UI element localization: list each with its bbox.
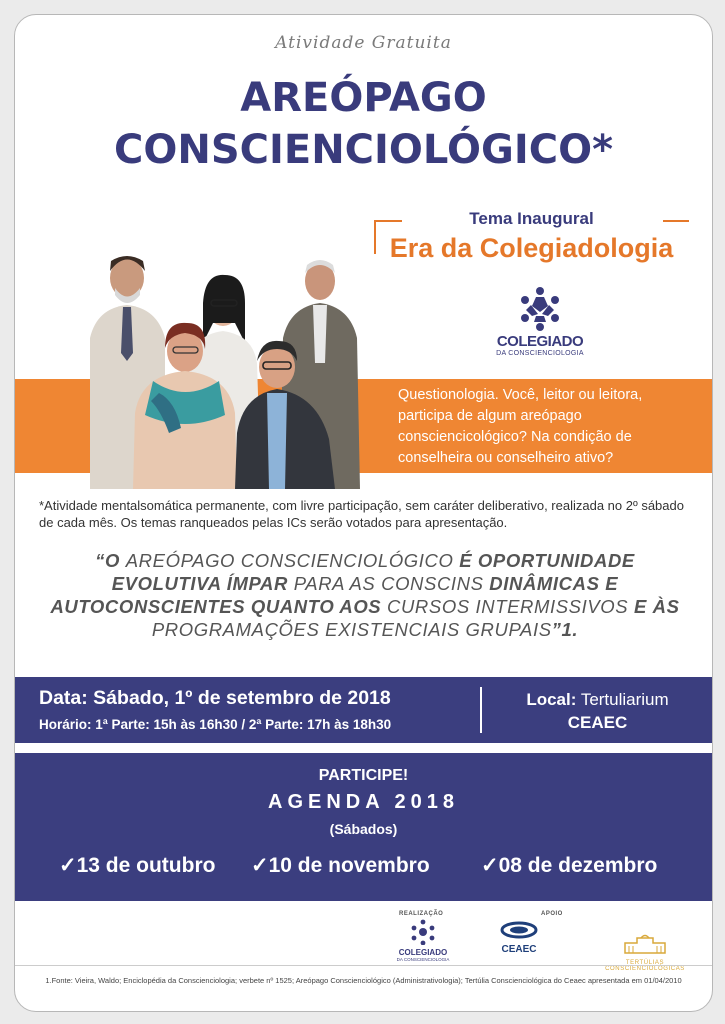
logo-subname: DA CONSCIENCIOLOGIA [496, 350, 584, 357]
questionologia-text: Questionologia. Você, leitor ou leitora, participa de algum areópago consciencicológico? Na condição de conselheira ou conselheiro ativo? [398, 387, 643, 466]
group-photo [85, 243, 385, 489]
realizacao-label: REALIZAÇÃO [399, 911, 444, 917]
realizacao-sub: DA CONSCIENCIOLOGIA [396, 957, 450, 962]
poster [14, 14, 713, 1012]
event-local-name: CEAEC [567, 713, 628, 732]
agenda-title: AGENDA 2018 [268, 791, 459, 813]
event-time: Horário: 1ª Parte: 15h às 16h30 / 2ª Parte: 17h às 18h30 [39, 717, 392, 732]
agenda-date-3: ✓08 de dezembro [481, 854, 658, 877]
tertulias-building-icon [623, 933, 667, 955]
tertulias-name: TERTÚLIAS CONSCIENCIOLÓGICAS [605, 960, 685, 972]
ceaec-name: CEAEC [501, 944, 537, 955]
apoio-label: APOIO [541, 911, 563, 917]
ceaec-logo [493, 921, 545, 955]
participe-label: PARTICIPE! [318, 767, 409, 784]
realizacao-name: COLEGIADO [398, 948, 448, 957]
event-date: Data: Sábado, 1º de setembro de 2018 [39, 687, 391, 709]
agenda-band [15, 753, 712, 901]
colegiado-small-icon [408, 919, 438, 945]
colegiado-emblem-icon [485, 283, 595, 333]
check-icon: ✓ [251, 854, 269, 877]
check-icon: ✓ [59, 854, 77, 877]
ceaec-icon [499, 921, 539, 939]
footnote: 1.Fonte: Vieira, Waldo; Enciclopédia da Conscienciologia; verbete nº 1525; Areópago Conscienciológico (Administrativologia); Tertúlia Conscienciológica do Ceaec apresentada em 01/04/2010 [15, 965, 712, 985]
agenda-date-2: ✓10 de novembro [251, 854, 430, 877]
check-icon: ✓ [481, 854, 499, 877]
divider [480, 687, 482, 733]
event-local: Local: Tertuliarium [526, 690, 669, 709]
subtitle: Atividade Gratuita [275, 33, 452, 53]
agenda-date-1: ✓13 de outubro [59, 854, 216, 877]
title-line-2: CONSCIENCIOLÓGICO* [114, 127, 613, 173]
logo-name: COLEGIADO [496, 333, 584, 350]
event-band [15, 677, 712, 743]
agenda-subtitle: (Sábados) [329, 821, 398, 837]
title-line-1: AREÓPAGO [240, 75, 487, 121]
tema-label: Tema Inaugural [465, 209, 597, 228]
activity-note: *Atividade mentalsomática permanente, com livre participação, sem caráter deliberativo, realizada no 2º sábado de cada mês. Os temas ranqueados pelas ICs serão votados para apresentação. [39, 498, 684, 530]
tema-box [374, 211, 689, 273]
colegiado-logo [485, 283, 595, 363]
tema-title: Era da Colegiadologia [389, 233, 674, 263]
quote: “O AREÓPAGO CONSCIENCIOLÓGICO É OPORTUNIDADE EVOLUTIVA ÍMPAR PARA AS CONSCINS DINÂMICAS E AUTOCONSCIENTES QUANTO AOS CURSOS INTERMISSIVOS E ÀS PROGRAMAÇÕES EXISTENCIAIS GRUPAIS”1. [50, 550, 680, 640]
realizacao-logo [393, 919, 453, 962]
